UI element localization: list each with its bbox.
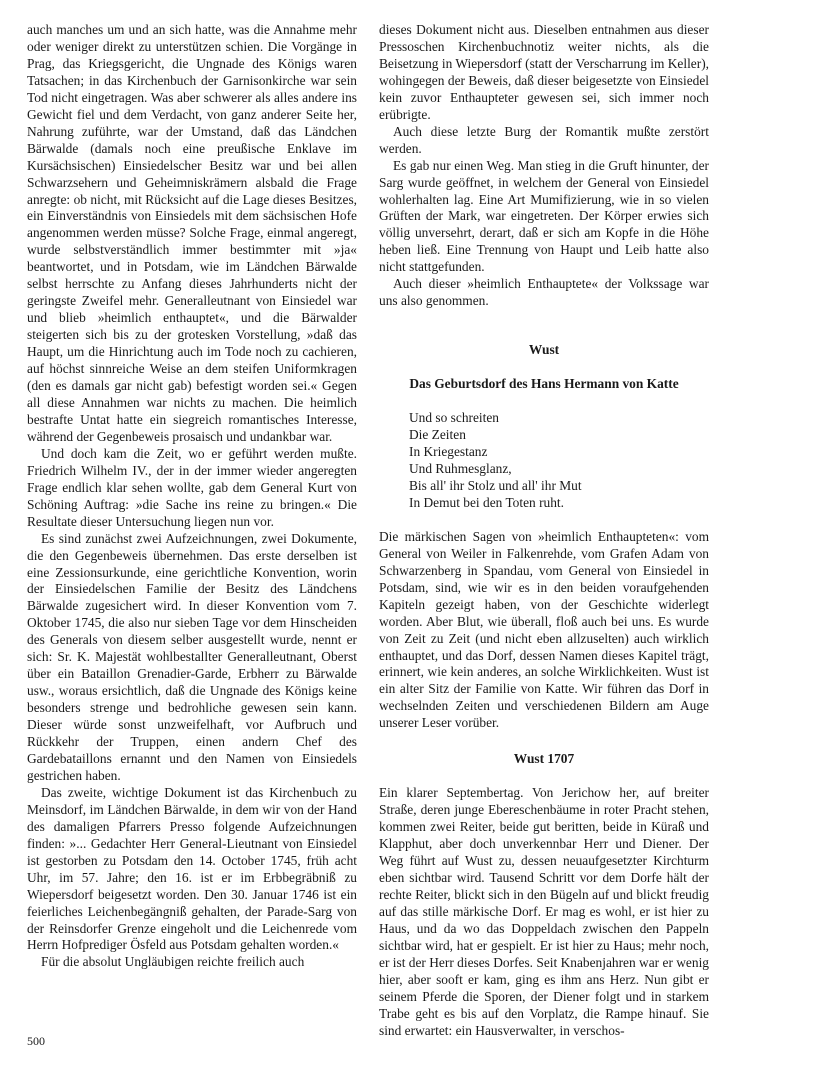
- poem-line: Bis all' ihr Stolz und all' ihr Mut: [409, 477, 582, 493]
- chapter-title: Wust: [528, 342, 560, 358]
- poem-line: In Demut bei den Toten ruht.: [409, 494, 565, 510]
- page-number: 500: [27, 1034, 45, 1048]
- paragraph: Es gab nur einen Weg. Man stieg in die Gruft hinunter, der Sarg wurde geöffnet, in welchem der General von Einsiedel wohlerhalten lag. Eine Art Mumifizierung, wie in so vielen Grüften der Mark, war eingetreten. Der Körper erwies sich völlig unversehrt, derart, daß er sich am Kopfe in die Höhe heben ließ. Eine Trennung von Haupt und Leib hatte also nicht stattgefunden.: [379, 157, 709, 275]
- section-title: Wust 1707: [513, 751, 575, 767]
- poem-line: Die Zeiten: [409, 427, 466, 443]
- paragraph: Auch dieser »heimlich Enthauptete« der Volkssage war uns also genommen.: [379, 276, 709, 309]
- paragraph: auch manches um und an sich hatte, was die Annahme mehr oder weniger direkt zu unterstützen schien. Die Vorgänge in Prag, das Kriegsgericht, die Ungnade des Königs waren Tatsachen; in das Kirchenbuch der Garnisonkirche war sein Tod nicht eingetragen. Was aber schwerer als alles andere ins Gewicht fiel und dem Verdacht, von ganz anderer Seite her, Nahrung zuführte, war der Umstand, daß das Ländchen Bärwalde (damals noch eine preußische Enklave im Kursächsischen) Einsiedelscher Besitz war und bei allen Schwarzsehern und Geheimniskrämern alsbald die Frage anregte: ob nicht, mit Rücksicht auf die Lage dieses Besitzes, ein Einverständnis von Einsiedels mit dem sächsischen Hofe angenommen werden müsse? Solche Frage, einmal angeregt, wurde selbstverständlich immer bestimmter mit »ja« beantwortet, und in Potsdam, wie im Ländchen Bärwalde selbst herrschte zu Anfang dieses Jahrhunderts nicht der geringste Zweifel mehr. Generalleutnant von Einsiedel war und blieb »heimlich enthauptet«, und die Bärwalder steigerten sich bis zu der grotesken Vorstellung, »daß das Haupt, um die Hinrichtung auch im Tode noch zu cachieren, auf höchst sinnreiche Weise an dem steifen Uniformkragen (den es damals gar nicht gab) befestigt worden sei.« Gegen all diese Annahmen war nichts zu machen. Die heimlich bestrafte Untat hatte ein siegreich romantisches Interesse, während der Gegenbeweis prosaisch und undankbar war.: [27, 22, 357, 444]
- section-paragraph: Ein klarer Septembertag. Von Jerichow her, auf breiter Straße, deren junge Ebereschenbäume in roter Pracht stehen, kommen zwei Reiter, beide gut beritten, beide in Küraß und Klapphut, aber doch unverkennbar Herr und Diener. Der Weg führt auf Wust zu, dessen neuaufgesetzter Kirchturm eben sichtbar wird. Tausend Schritt vor dem Dorfe hält der rechte Reiter, blickt sich in den Bügeln auf und blickt freudig auf das stille märkische Dorf. Er mag es wohl, er ist hier zu Haus, und da wo das Doppeldach zwischen den Pappeln sichtbar wird, hat er gespielt. Er ist hier zu Haus; mehr noch, er ist der Herr dieses Dorfes. Seit Knabenjahren war er wenig hier, aber sooft er kam, ging es ihm ans Herz. Nun gibt er seinem Pferde die Sporen, der Diener folgt und in starkem Trabe geht es bis auf den Vorplatz, die Rampe hinauf. Sie sind erwartet: ein Hausverwalter, in verschos-: [379, 785, 709, 1038]
- paragraph: Und doch kam die Zeit, wo er geführt werden mußte. Friedrich Wilhelm IV., der in der immer wieder angeregten Frage endlich klar sehen wollte, gab dem General Kurt von Schöning Auftrag: »die Sache ins reine zu bringen.« Die Resultate dieser Untersuchung liegen nun vor.: [27, 445, 357, 529]
- poem-line: In Kriegestanz: [409, 444, 488, 460]
- chapter-subtitle: Das Geburtsdorf des Hans Hermann von Katte: [409, 376, 679, 392]
- paragraph: Das zweite, wichtige Dokument ist das Kirchenbuch zu Meinsdorf, im Ländchen Bärwalde, in dem wir von der Hand des damaligen Pfarrers Presso folgende Aufzeichnungen finden: »... Gedachter Herr General-Lieutnant von Einsiedel ist gestorben zu Potsdam den 14. October 1745, früh acht Uhr, im 57. Jahre; den 16. ist er im Erbbegräbniß zu Wiepersdorf beigesetzt worden. Den 30. Januar 1746 ist ein feierliches Leichenbegängniß gehalten, der Parade-Sarg von der Reinsdorfer Grenze eingeholt und die Leichenrede vom Herrn Hofprediger Ösfeld aus Potsdam gehalten worden.«: [27, 784, 357, 953]
- right-column: [379, 22, 709, 1040]
- poem-line: Und Ruhmesglanz,: [409, 460, 512, 476]
- poem-line: Und so schreiten: [409, 410, 499, 426]
- epigraph-poem: [409, 410, 709, 512]
- chapter-paragraph: Die märkischen Sagen von »heimlich Enthaupteten«: vom General von Weiler in Falkenrehde, vom Grafen Adam von Schwarzenberg in Spandau, vom General von Einsiedel in Potsdam, sind, wie wir es in den beiden voraufgehenden Kapiteln gezeigt haben, von der Geschichte widerlegt worden. Aber Blut, wie überall, floß auch bei uns. Es wurde von Zeit zu Zeit (und nicht eben allzuselten) auch wirklich enthauptet, und das Dorf, dessen Namen dieses Kapitel trägt, erinnert, wie kein anderes, an solche Wirklichkeiten. Wust ist ein alter Sitz der Familie von Katte. Wir führen das Dorf in wechselnden Zeiten und verschiedenen Bildern am Auge unserer Leser vorüber.: [379, 528, 709, 731]
- paragraph: Es sind zunächst zwei Aufzeichnungen, zwei Dokumente, die den Gegenbeweis übernehmen. Das erste derselben ist eine Zessionsurkunde, eine gerichtliche Konvention, worin der Einsiedelschen Familie der Besitz des Ländchens Bärwalde zugesichert wird. In dieser Konvention vom 7. Oktober 1745, die also nur sieben Tage vor dem Hinscheiden des Generals von diesem selber ausgestellt wurde, nennt er sich: Sr. K. Majestät wohlbestallter Generalleutnant, Oberst über ein Bataillon Grenadier-Garde, Erbherr zu Bärwalde usw., woraus ersichtlich, daß die Ungnade des Königs keine besonders strenge und bedrohliche gewesen sein kann. Dieser würde sonst unzweifelhaft, vor Aufbruch und Rückkehr der Truppen, einen andern Chef des Gardebataillons ernannt und den Namen von Einsiedels gestrichen haben.: [27, 530, 357, 783]
- paragraph: Für die absolut Ungläubigen reichte freilich auch: [41, 954, 305, 970]
- paragraph: dieses Dokument nicht aus. Dieselben entnahmen aus dieser Pressoschen Kirchenbuchnotiz weiter nichts, als die Beisetzung in Wiepersdorf (statt der Verscharrung im Keller), wohingegen der Beweis, daß dieser beigesetzte von Einsiedel kein zuvor Enthaupteter gewesen sei, sich immer noch erübrigte.: [379, 22, 709, 122]
- paragraph: Auch diese letzte Burg der Romantik mußte zerstört werden.: [379, 123, 709, 156]
- left-column: [27, 22, 357, 971]
